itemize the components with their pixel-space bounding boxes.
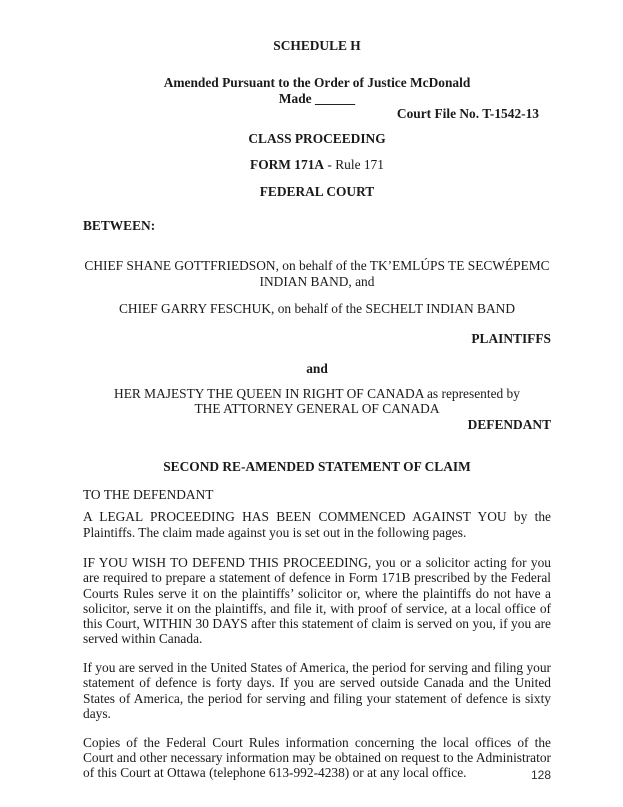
defendant-name xyxy=(83,386,551,417)
document-content xyxy=(83,0,551,781)
proceeding-type: CLASS PROCEEDING xyxy=(248,131,386,147)
and-separator: and xyxy=(306,360,328,376)
defendant-line-1: HER MAJESTY THE QUEEN IN RIGHT OF CANADA as represented by xyxy=(114,385,520,401)
amendment-made-line: Made ______ xyxy=(278,90,356,106)
paragraph-service-periods: If you are served in the United States of America, the period for serving and filing your statement of defence is forty days. If you are served outside Canada and the United States of America, the period for serving and filing your statement of defence is sixty days. xyxy=(83,660,551,721)
amendment-note xyxy=(83,75,551,106)
form-line xyxy=(83,157,551,172)
court-file-number: Court File No. T-1542-13 xyxy=(396,105,539,121)
claim-title: SECOND RE-AMENDED STATEMENT OF CLAIM xyxy=(163,458,471,474)
paragraph-defend-proceeding: IF YOU WISH TO DEFEND THIS PROCEEDING, you or a solicitor acting for you are required to prepare a statement of defence in Form 171B prescribed by the Federal Courts Rules serve it on the plaintiffs’ solicitor or, where the plaintiffs do not have a solicitor, serve it on the plaintiffs, and file it, with proof of service, at a local office of this Court, WITHIN 30 DAYS after this statement of claim is served on you, if you are served within Canada. xyxy=(83,554,551,647)
plaintiff-2: CHIEF GARRY FESCHUK, on behalf of the SECHELT INDIAN BAND xyxy=(118,300,515,316)
plaintiff-1-line-1: CHIEF SHANE GOTTFRIEDSON, on behalf of the TK’EMLÚPS TE SECWÉPEMC xyxy=(84,258,550,274)
plaintiffs-label: PLAINTIFFS xyxy=(471,331,551,347)
form-number: FORM 171A xyxy=(250,157,325,173)
salutation: TO THE DEFENDANT xyxy=(83,487,214,503)
defendant-label: DEFENDANT xyxy=(467,417,551,433)
paragraph-legal-proceeding: A LEGAL PROCEEDING HAS BEEN COMMENCED AGAINST YOU by the Plaintiffs. The claim made against you is set out in the following pages. xyxy=(83,509,551,540)
schedule-title: SCHEDULE H xyxy=(273,38,361,53)
plaintiff-1-line-2: INDIAN BAND, and xyxy=(259,273,375,289)
form-rule: - Rule 171 xyxy=(324,157,384,173)
plaintiff-1 xyxy=(83,258,551,289)
paragraph-copies-rules: Copies of the Federal Court Rules information concerning the local offices of the Court and other necessary information may be obtained on request to the Administrator of this Court at Ottawa (telephone 613-992-4238) or at any local office. xyxy=(83,734,551,781)
defendant-line-2: THE ATTORNEY GENERAL OF CANADA xyxy=(194,401,440,417)
between-label: BETWEEN: xyxy=(83,218,156,234)
court-name: FEDERAL COURT xyxy=(259,183,375,199)
amendment-line-1: Amended Pursuant to the Order of Justice McDonald xyxy=(163,75,471,91)
page-number: 128 xyxy=(531,768,552,782)
